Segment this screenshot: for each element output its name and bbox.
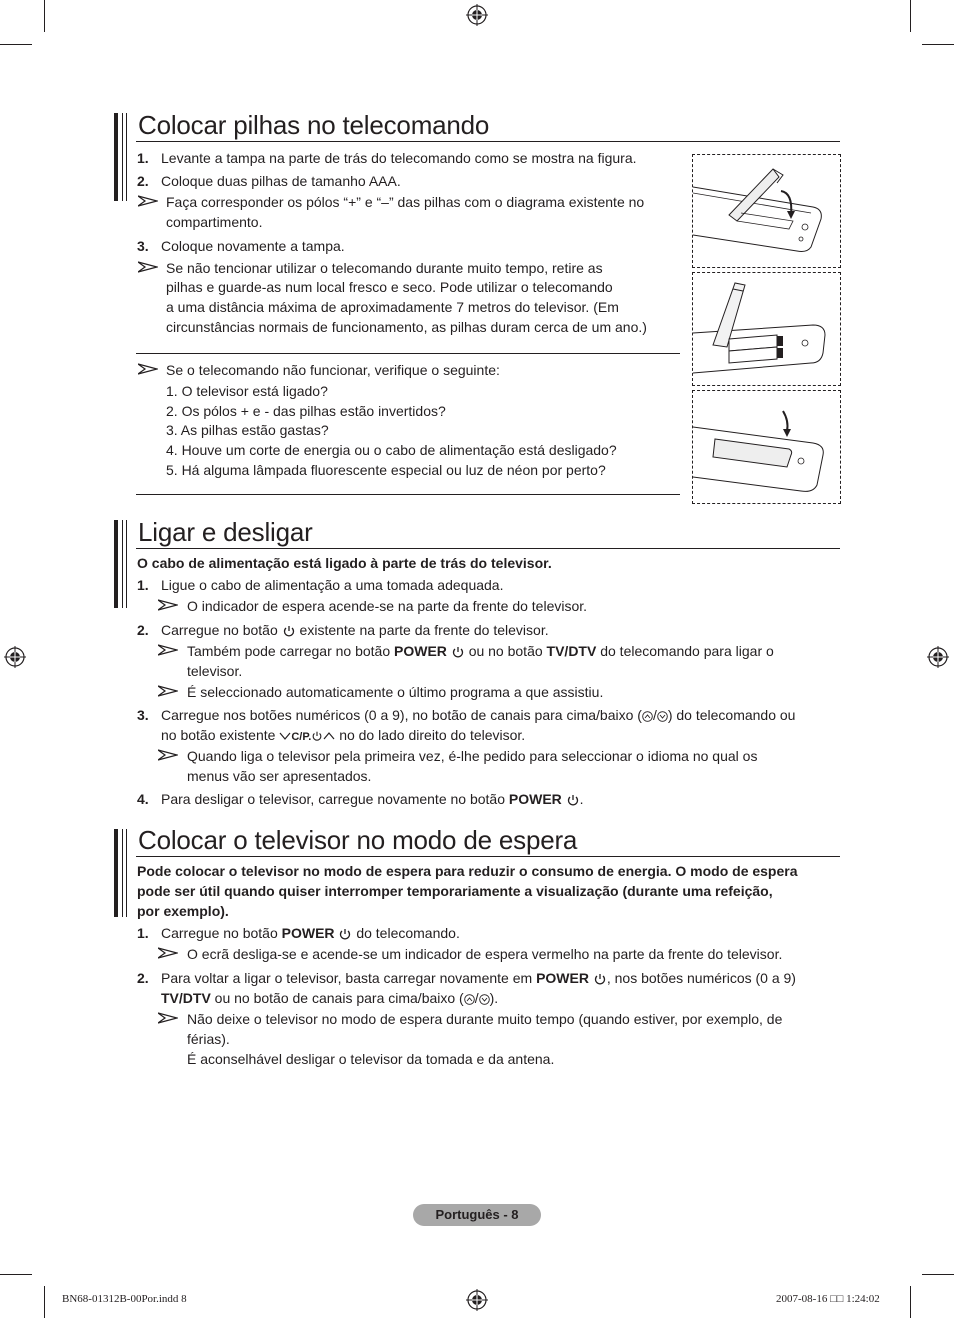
registration-mark-icon (4, 646, 26, 668)
note-text: O indicador de espera acende-se na parte da frente do televisor. (187, 598, 588, 614)
step-number: 3. (137, 238, 149, 254)
note-arrow-icon (138, 195, 158, 207)
step-number: 1. (137, 925, 149, 941)
step-text: Coloque novamente a tampa. (161, 238, 345, 254)
check-item: 4. Houve um corte de energia ou o cabo de alimentação está desligado? (166, 442, 617, 458)
step-text-part: , nos botões numéricos (0 a 9) (606, 970, 796, 986)
step-text-part: no botão existente (161, 727, 276, 743)
crop-mark (0, 44, 32, 45)
section-title: Colocar pilhas no telecomando (138, 110, 490, 140)
chevron-down-icon (279, 731, 291, 741)
step-text-part: Carregue nos botões numéricos (0 a 9), no botão de canais para cima/baixo ( (161, 707, 642, 723)
crop-mark (910, 1286, 911, 1318)
step-text: Levante a tampa na parte de trás do telecomando como se mostra na figura. (161, 150, 637, 166)
section-bar (122, 113, 123, 201)
step-number: 4. (137, 791, 149, 807)
check-item: 5. Há alguma lâmpada fluorescente especial ou luz de néon por perto? (166, 462, 606, 478)
section-intro: O cabo de alimentação está ligado à parte de trás do televisor. (137, 555, 552, 571)
section-intro: por exemplo). (137, 903, 229, 919)
power-icon (593, 972, 607, 986)
note-text: Não deixe o televisor no modo de espera durante muito tempo (quando estiver, por exemplo, de (187, 1011, 783, 1027)
step-text-part: Carregue no botão (161, 622, 278, 638)
step-text (161, 923, 460, 943)
crop-mark (910, 0, 911, 32)
step-text-part: . (579, 791, 584, 807)
power-label: POWER (536, 970, 589, 986)
section-rule (136, 548, 840, 549)
power-label: POWER (394, 643, 447, 659)
note-arrow-icon (138, 363, 158, 375)
note-text: É seleccionado automaticamente o último programa a que assistiu. (187, 684, 604, 700)
remote-cover-close-icon (693, 391, 840, 503)
note-text: circunstâncias normais de funcionamento, as pilhas duram cerca de um ano.) (166, 319, 647, 335)
step-text-part: no do lado direito do televisor. (339, 727, 526, 743)
print-slug-right: 2007-08-16 □□ 1:24:02 (776, 1293, 880, 1305)
step-text-part: ). (489, 990, 499, 1006)
section-bar (122, 829, 123, 917)
note-arrow-icon (158, 947, 178, 959)
remote-illustration-open (692, 154, 841, 268)
section-title: Colocar o televisor no modo de espera (138, 825, 578, 855)
cp-label: C/P. (291, 731, 312, 743)
note-arrow-icon (158, 644, 178, 656)
step-text-part: existente na parte da frente do televisor. (299, 622, 549, 638)
print-slug-left: BN68-01312B-00Por.indd 8 (62, 1293, 187, 1305)
crop-mark (0, 1274, 32, 1275)
note-arrow-icon (158, 599, 178, 611)
step-text (161, 725, 525, 747)
tv-dtv-label: TV/DTV (161, 990, 211, 1006)
check-item: 2. Os pólos + e - das pilhas estão invertidos? (166, 403, 446, 419)
note-text-part: ou no botão (468, 643, 543, 659)
step-number: 2. (137, 173, 149, 189)
note-text: Quando liga o televisor pela primeira vez, é-lhe pedido para seleccionar o idioma no qual os (187, 748, 758, 764)
step-number: 2. (137, 622, 149, 638)
step-number: 3. (137, 707, 149, 723)
tv-dtv-label: TV/DTV (546, 643, 597, 659)
step-text: Ligue o cabo de alimentação a uma tomada adequada. (161, 577, 504, 593)
step-text (161, 789, 584, 809)
power-label: POWER (281, 925, 335, 941)
step-number: 2. (137, 970, 149, 986)
note-text: a uma distância máxima de aproximadamente 7 metros do televisor. (Em (166, 299, 619, 315)
note-text-part: do telecomando para ligar o (600, 643, 774, 659)
note-arrow-icon (158, 685, 178, 697)
step-text (161, 620, 549, 640)
step-text: Coloque duas pilhas de tamanho AAA. (161, 173, 401, 189)
section-bar (126, 113, 127, 201)
channel-up-icon (464, 994, 475, 1005)
box-rule-top (136, 353, 680, 354)
registration-mark-icon (466, 4, 488, 26)
step-text: Carregue nos botões numéricos (0 a 9), no botão de canais para cima/baixo ( / ) do telecomando ou (161, 707, 796, 723)
note-text: pilhas e guarde-as num local fresco e seco. Pode utilizar o telecomando (166, 279, 613, 295)
step-number: 1. (137, 577, 149, 593)
remote-illustration-batteries (692, 272, 841, 386)
section-bar (114, 829, 118, 917)
note-text: férias). (187, 1031, 230, 1047)
section-title: Ligar e desligar (138, 517, 313, 547)
step-text-part: Carregue no botão (161, 925, 278, 941)
note-text: menus vão ser apresentados. (187, 768, 372, 784)
remote-cover-lift-icon (693, 155, 840, 267)
crop-mark (44, 1286, 45, 1318)
section-bar (114, 113, 118, 201)
section-bar (126, 520, 127, 608)
section-intro: pode ser útil quando quiser interromper temporariamente a visualização (durante uma refeição, (137, 883, 773, 899)
section-bar (126, 829, 127, 917)
remote-batteries-icon (693, 273, 840, 385)
power-label: POWER (508, 791, 562, 807)
remote-illustration-close (692, 390, 841, 504)
step-text-part: ) do telecomando ou (667, 707, 796, 723)
channel-up-icon (642, 711, 653, 722)
step-text-part: Para desligar o televisor, carregue novamente no botão (161, 791, 505, 807)
section-rule (136, 856, 840, 857)
box-rule-bottom (136, 494, 680, 495)
note-text-part: Também pode carregar no botão (187, 643, 391, 659)
crop-mark (44, 0, 45, 32)
step-text-part: do telecomando. (356, 925, 460, 941)
section-intro: Pode colocar o televisor no modo de espera para reduzir o consumo de energia. O modo de espera (137, 863, 798, 879)
section-bar (114, 520, 118, 608)
registration-mark-icon (466, 1289, 488, 1311)
note-text (187, 641, 774, 661)
note-text: Se não tencionar utilizar o telecomando durante muito tempo, retire as (166, 260, 603, 276)
registration-mark-icon (927, 646, 949, 668)
crop-mark (922, 1274, 954, 1275)
power-icon (338, 927, 352, 941)
step-text (161, 968, 796, 988)
step-text-part: Para voltar a ligar o televisor, basta carregar novamente em (161, 970, 533, 986)
note-text: Faça corresponder os pólos “+” e “–” das pilhas com o diagrama existente no (166, 194, 645, 210)
note-text: É aconselhável desligar o televisor da tomada e da antena. (187, 1051, 555, 1067)
channel-down-icon (657, 711, 668, 722)
channel-down-icon (479, 994, 490, 1005)
crop-mark (922, 44, 954, 45)
note-text: O ecrã desliga-se e acende-se um indicador de espera vermelho na parte da frente do televisor. (187, 946, 783, 962)
step-text-part: ou no botão de canais para cima/baixo ( (214, 990, 464, 1006)
page-number: Português - 8 (435, 1207, 519, 1222)
note-arrow-icon (138, 261, 158, 273)
check-item: 3. As pilhas estão gastas? (166, 422, 329, 438)
step-text: TV/DTV ou no botão de canais para cima/baixo ( / ). (161, 990, 499, 1006)
note-arrow-icon (158, 749, 178, 761)
check-intro: Se o telecomando não funcionar, verifique o seguinte: (166, 362, 500, 378)
step-number: 1. (137, 150, 149, 166)
power-icon (451, 645, 465, 659)
note-arrow-icon (158, 1012, 178, 1024)
power-icon (311, 730, 323, 742)
note-text: compartimento. (166, 214, 263, 230)
chevron-up-icon (323, 731, 335, 741)
note-text: televisor. (187, 663, 243, 679)
power-icon (566, 793, 580, 807)
check-item: 1. O televisor está ligado? (166, 383, 328, 399)
section-rule (136, 141, 840, 142)
section-bar (122, 520, 123, 608)
power-icon (282, 624, 296, 638)
